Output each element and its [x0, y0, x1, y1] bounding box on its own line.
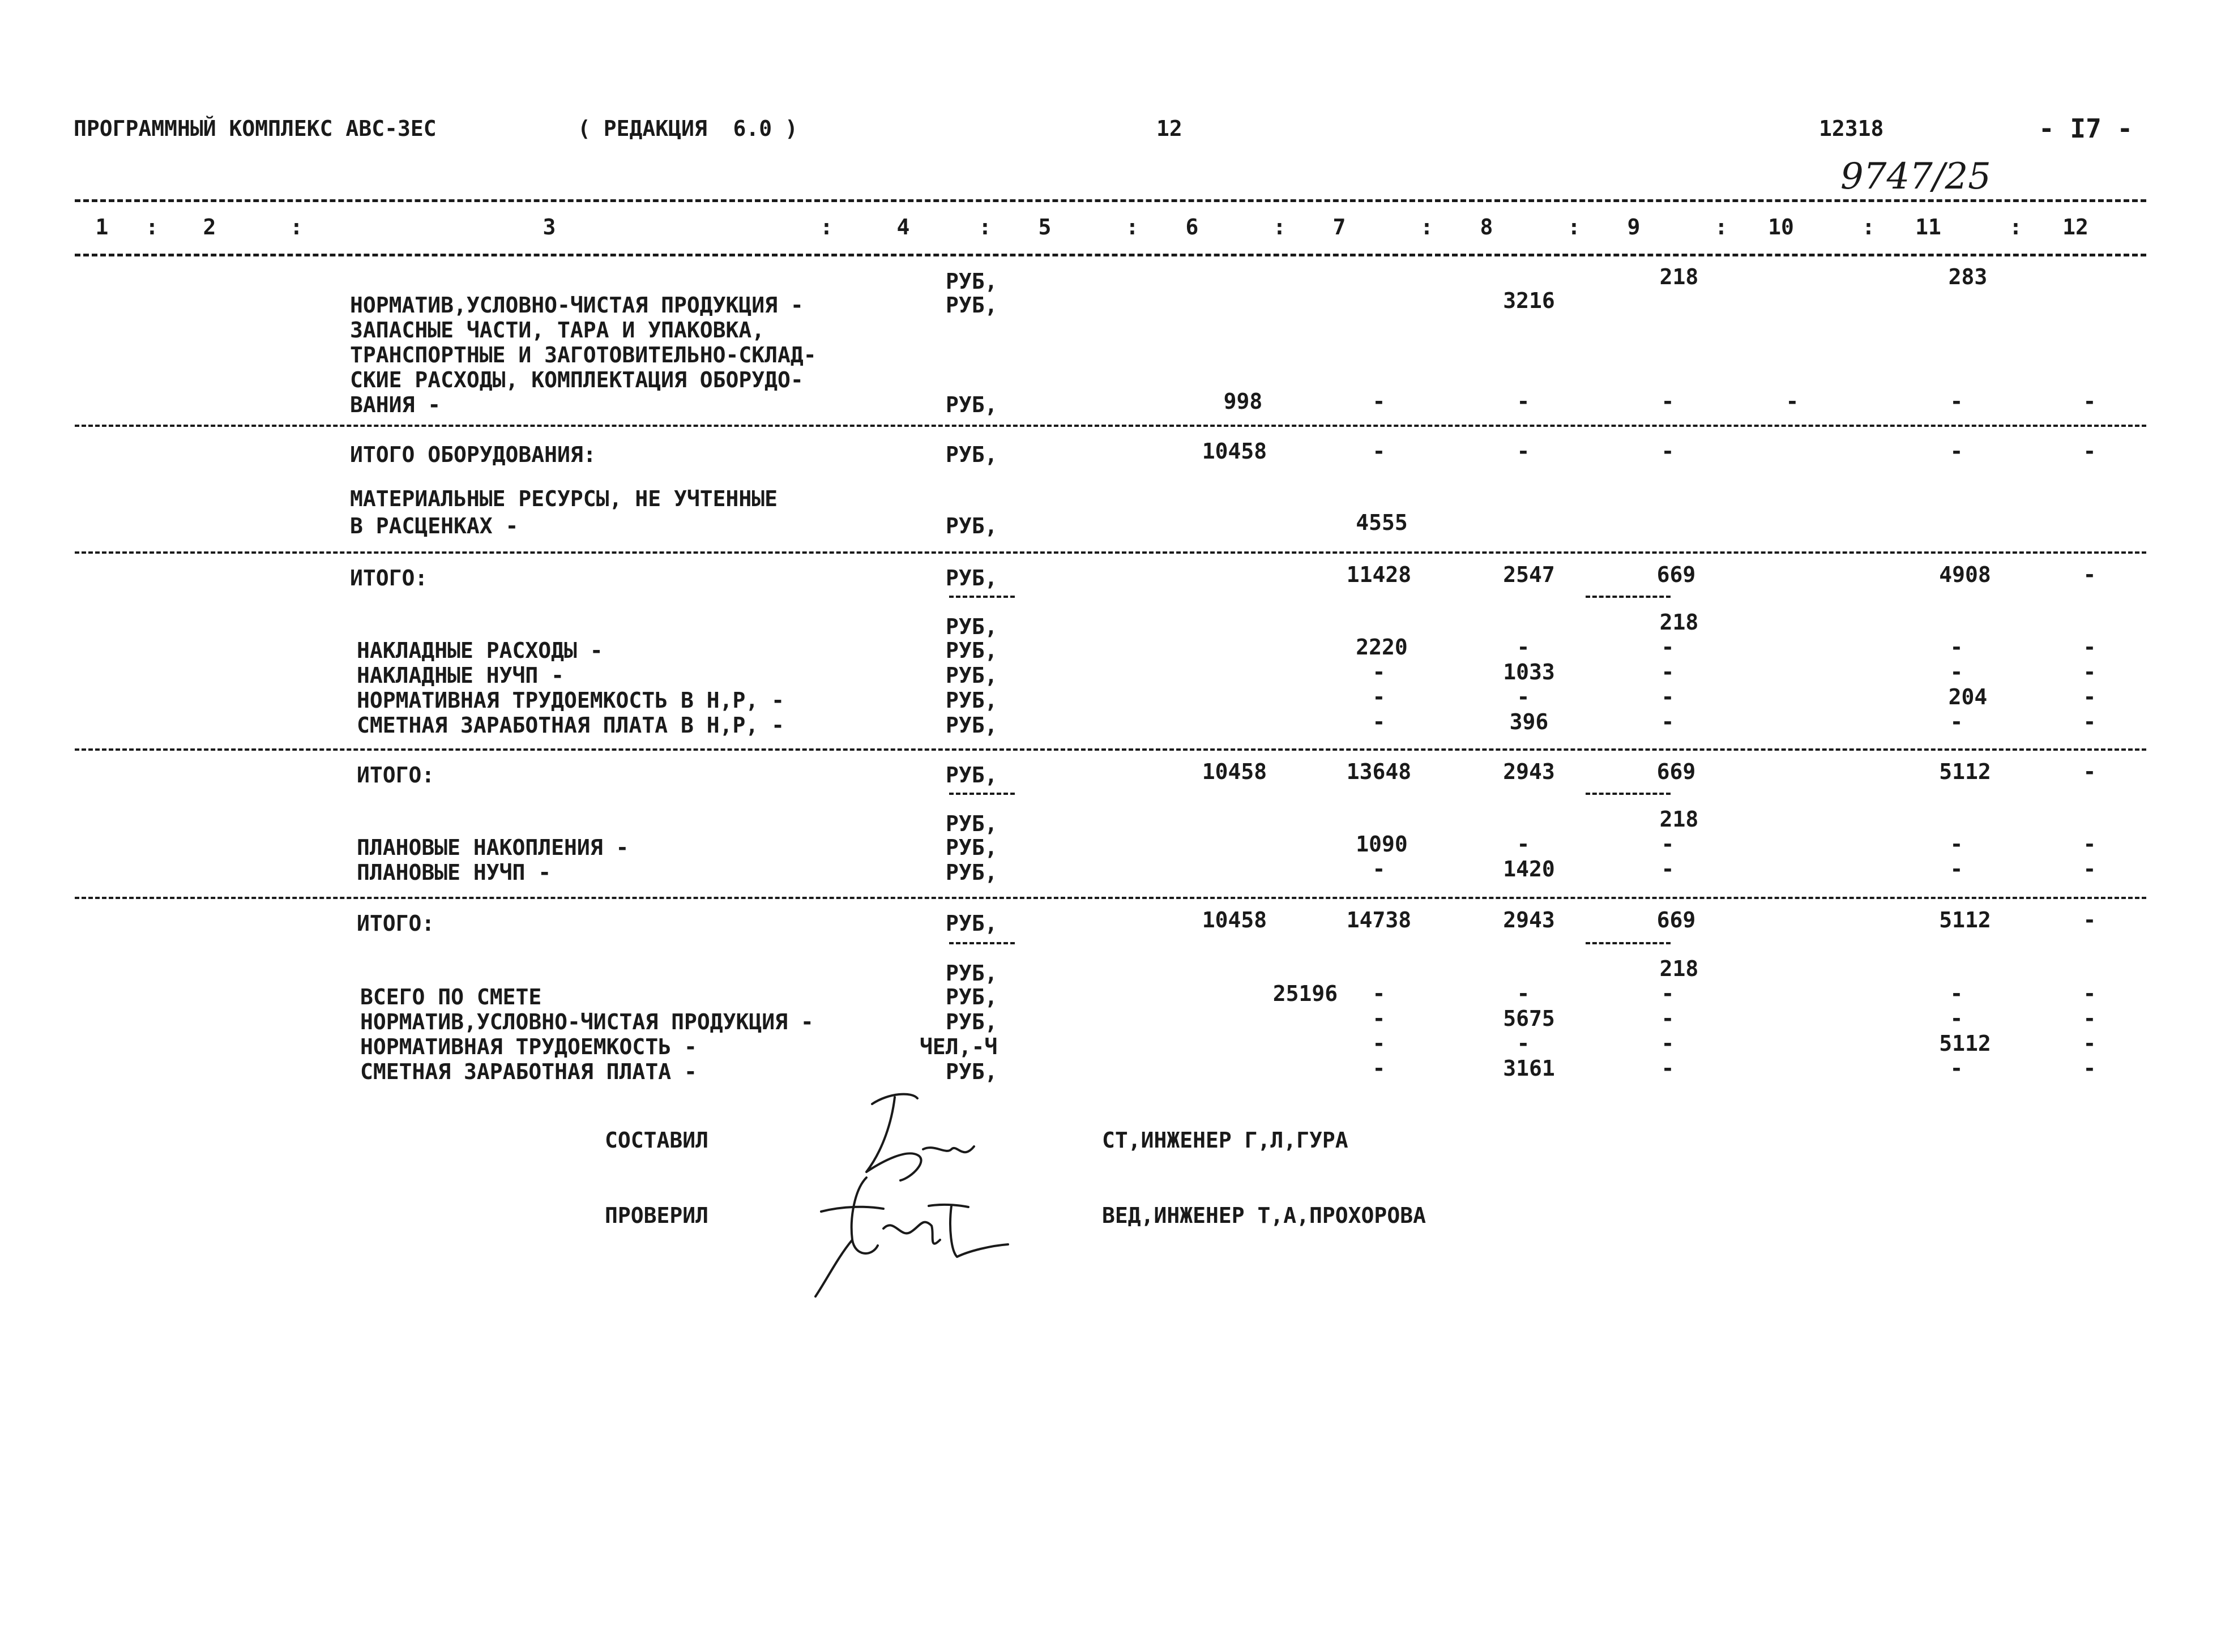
value-cell: -: [2083, 908, 2096, 932]
value-cell: -: [1372, 709, 1386, 734]
unit-cell: РУБ,: [946, 638, 998, 663]
document-code: 12318: [1819, 116, 1884, 141]
unit-cell: РУБ,: [946, 860, 998, 885]
value-cell: -: [1372, 857, 1386, 881]
unit-cell: РУБ,: [946, 293, 998, 318]
column-header-9: 9: [1627, 215, 1641, 239]
row-label: ИТОГО:: [357, 763, 435, 788]
value-cell: -: [1661, 1006, 1675, 1031]
unit-underline: [949, 942, 1015, 944]
value-cell: 10458: [1202, 759, 1267, 784]
value-cell: 218: [1659, 610, 1699, 635]
section-rule: [75, 748, 2146, 751]
value-cell: -: [2083, 1031, 2096, 1056]
value-cell: -: [2083, 562, 2096, 587]
value-cell: -: [2083, 635, 2096, 660]
unit-cell: РУБ,: [946, 961, 998, 986]
value-cell: 2220: [1356, 635, 1408, 660]
value-cell: -: [1517, 832, 1530, 857]
column-header-11: 11: [1915, 215, 1941, 239]
column-separator: :: [146, 215, 159, 239]
column-header-10: 10: [1768, 215, 1794, 239]
value-cell: -: [1372, 389, 1386, 414]
value-cell: -: [1661, 709, 1675, 734]
page-number: 12: [1156, 116, 1182, 141]
value-cell: 2943: [1503, 759, 1555, 784]
value-cell: 10458: [1202, 439, 1267, 464]
column-separator: :: [1715, 215, 1728, 239]
row-label: НАКЛАДНЫЕ РАСХОДЫ -: [357, 638, 603, 663]
unit-cell: РУБ,: [946, 835, 998, 860]
value-cell: -: [1372, 981, 1386, 1006]
unit-cell: РУБ,: [946, 911, 998, 936]
value-cell: -: [1661, 389, 1675, 414]
edition: ( РЕДАКЦИЯ 6.0 ): [578, 116, 798, 141]
value-cell: -: [1372, 439, 1386, 464]
value-cell: -: [1950, 1006, 1963, 1031]
unit-cell: РУБ,: [946, 985, 998, 1009]
value-cell: -: [1950, 857, 1963, 881]
column-separator: :: [820, 215, 833, 239]
value-cell: -: [1372, 1056, 1386, 1081]
value-cell: 283: [1948, 264, 1988, 289]
unit-cell: РУБ,: [946, 763, 998, 788]
column-header-7: 7: [1332, 215, 1346, 239]
checked-label: ПРОВЕРИЛ: [605, 1203, 709, 1228]
value-cell: 11428: [1346, 562, 1412, 587]
unit-cell: РУБ,: [946, 688, 998, 713]
column-separator: :: [290, 215, 303, 239]
row-label: НОРМАТИВНАЯ ТРУДОЕМКОСТЬ В Н,Р, -: [357, 688, 784, 713]
column-separator: :: [1567, 215, 1581, 239]
row-label: ВСЕГО ПО СМЕТЕ: [360, 985, 542, 1009]
value-cell: 218: [1659, 807, 1699, 832]
column-separator: :: [1273, 215, 1286, 239]
row-label: В РАСЦЕНКАХ -: [350, 513, 519, 538]
section-rule: [75, 897, 2146, 899]
value-cell: -: [2083, 684, 2096, 709]
unit-underline: [949, 793, 1015, 795]
value-cell: -: [1661, 1056, 1675, 1081]
value-cell: 10458: [1202, 908, 1267, 932]
value-cell: -: [1372, 660, 1386, 684]
value-cell: -: [1950, 709, 1963, 734]
section-rule: [75, 425, 2146, 427]
value-cell: 5112: [1939, 759, 1991, 784]
value-cell: -: [1661, 832, 1675, 857]
value-cell: -: [2083, 759, 2096, 784]
value-cell: -: [1517, 1031, 1530, 1056]
unit-cell: РУБ,: [946, 392, 998, 417]
unit-cell: РУБ,: [946, 513, 998, 538]
column-header-5: 5: [1038, 215, 1052, 239]
value-cell: -: [2083, 389, 2096, 414]
column-separator: :: [1126, 215, 1139, 239]
value-cell: -: [2083, 709, 2096, 734]
value-cell: 3161: [1503, 1056, 1555, 1081]
value-cell: -: [1950, 635, 1963, 660]
value-cell: -: [1517, 635, 1530, 660]
value-cell: -: [1517, 439, 1530, 464]
program-name: ПРОГРАММНЫЙ КОМПЛЕКС АВС-3ЕС: [74, 116, 437, 141]
checked-by: ВЕД,ИНЖЕНЕР Т,А,ПРОХОРОВА: [1102, 1203, 1426, 1228]
unit-cell: РУБ,: [946, 1009, 998, 1034]
row-label: СМЕТНАЯ ЗАРАБОТНАЯ ПЛАТА -: [360, 1059, 697, 1084]
column-header-12: 12: [2062, 215, 2088, 239]
unit-cell: РУБ,: [946, 442, 998, 467]
value-cell: -: [2083, 1006, 2096, 1031]
row-label: ТРАНСПОРТНЫЕ И ЗАГОТОВИТЕЛЬНО-СКЛАД-: [350, 343, 817, 367]
value-cell: 396: [1509, 709, 1549, 734]
row-label: НОРМАТИВНАЯ ТРУДОЕМКОСТЬ -: [360, 1034, 697, 1059]
value-cell: -: [2083, 857, 2096, 881]
value-cell: 2943: [1503, 908, 1555, 932]
value-cell: -: [2083, 981, 2096, 1006]
value-cell: -: [2083, 832, 2096, 857]
unit-cell: РУБ,: [946, 614, 998, 639]
value-cell: 1090: [1356, 832, 1408, 857]
column-header-8: 8: [1480, 215, 1493, 239]
compiled-by: СТ,ИНЖЕНЕР Г,Л,ГУРА: [1102, 1128, 1348, 1153]
row-label: НАКЛАДНЫЕ НУЧП -: [357, 663, 565, 688]
unit-cell: РУБ,: [946, 566, 998, 590]
column-header-1: 1: [95, 215, 109, 239]
value-cell: 218: [1659, 264, 1699, 289]
header-top-rule: [75, 199, 2146, 202]
value-cell: 2547: [1503, 562, 1555, 587]
value-cell: -: [1950, 1056, 1963, 1081]
value-cell: 4908: [1939, 562, 1991, 587]
row-label: ПЛАНОВЫЕ НАКОПЛЕНИЯ -: [357, 835, 629, 860]
value-cell: -: [1372, 1031, 1386, 1056]
unit-cell: ЧЕЛ,-Ч: [920, 1034, 998, 1059]
unit-cell: РУБ,: [946, 269, 998, 294]
value-cell: 5675: [1503, 1006, 1555, 1031]
unit-cell: РУБ,: [946, 811, 998, 836]
unit-cell: РУБ,: [946, 1059, 998, 1084]
column-header-4: 4: [896, 215, 910, 239]
value-cell: -: [1661, 660, 1675, 684]
unit-underline: [949, 596, 1015, 598]
row-label: ВАНИЯ -: [350, 392, 441, 417]
value-cell: -: [1661, 439, 1675, 464]
handwritten-code: 9747/25: [1840, 156, 1991, 198]
row-label: ПЛАНОВЫЕ НУЧП -: [357, 860, 552, 885]
value-cell: 5112: [1939, 1031, 1991, 1056]
column-header-2: 2: [203, 215, 216, 239]
header-bottom-rule: [75, 254, 2146, 256]
value-cell: 669: [1656, 908, 1696, 932]
value-cell: -: [1950, 439, 1963, 464]
value-cell: -: [1661, 857, 1675, 881]
row-label: СМЕТНАЯ ЗАРАБОТНАЯ ПЛАТА В Н,Р, -: [357, 713, 784, 738]
value-cell: -: [1786, 389, 1799, 414]
value-underline: [1586, 793, 1671, 795]
column-separator: :: [2009, 215, 2022, 239]
compiled-label: СОСТАВИЛ: [605, 1128, 709, 1153]
signature-checked: [798, 1172, 1014, 1302]
value-cell: 669: [1656, 759, 1696, 784]
total-value: 25196: [1272, 981, 1338, 1006]
unit-cell: РУБ,: [946, 713, 998, 738]
row-label: ЗАПАСНЫЕ ЧАСТИ, ТАРА И УПАКОВКА,: [350, 318, 765, 343]
value-cell: -: [1950, 832, 1963, 857]
value-cell: 998: [1223, 389, 1263, 414]
column-separator: :: [1420, 215, 1433, 239]
value-cell: -: [1950, 389, 1963, 414]
value-cell: -: [1372, 1006, 1386, 1031]
column-header-3: 3: [543, 215, 556, 239]
value-cell: -: [1661, 635, 1675, 660]
value-cell: 3216: [1503, 288, 1555, 313]
row-label: ИТОГО:: [357, 911, 435, 936]
value-cell: -: [2083, 439, 2096, 464]
value-cell: -: [1661, 981, 1675, 1006]
row-label: ИТОГО ОБОРУДОВАНИЯ:: [350, 442, 596, 467]
value-cell: 204: [1948, 684, 1988, 709]
value-cell: 1420: [1503, 857, 1555, 881]
value-underline: [1586, 596, 1671, 598]
row-label: НОРМАТИВ,УСЛОВНО-ЧИСТАЯ ПРОДУКЦИЯ -: [360, 1009, 814, 1034]
value-underline: [1586, 942, 1671, 944]
column-separator: :: [979, 215, 992, 239]
value-cell: -: [1517, 981, 1530, 1006]
row-label: МАТЕРИАЛЬНЫЕ РЕСУРСЫ, НЕ УЧТЕННЫЕ: [350, 486, 778, 511]
column-separator: :: [1862, 215, 1875, 239]
value-cell: 5112: [1939, 908, 1991, 932]
value-cell: -: [1950, 660, 1963, 684]
value-cell: 13648: [1346, 759, 1412, 784]
value-cell: -: [1661, 1031, 1675, 1056]
section-rule: [75, 551, 2146, 554]
value-cell: 14738: [1346, 908, 1412, 932]
value-cell: 669: [1656, 562, 1696, 587]
row-label: НОРМАТИВ,УСЛОВНО-ЧИСТАЯ ПРОДУКЦИЯ -: [350, 293, 804, 318]
value-cell: -: [1372, 684, 1386, 709]
value-cell: -: [1517, 389, 1530, 414]
value-cell: -: [1661, 684, 1675, 709]
value-cell: 4555: [1356, 510, 1408, 535]
value-cell: -: [2083, 660, 2096, 684]
row-label: СКИЕ РАСХОДЫ, КОМПЛЕКТАЦИЯ ОБОРУДО-: [350, 367, 804, 392]
value-cell: -: [2083, 1056, 2096, 1081]
column-header-6: 6: [1185, 215, 1199, 239]
value-cell: 1033: [1503, 660, 1555, 684]
value-cell: 218: [1659, 956, 1699, 981]
row-label: ИТОГО:: [350, 566, 428, 590]
value-cell: -: [1950, 981, 1963, 1006]
value-cell: -: [1517, 684, 1530, 709]
unit-cell: РУБ,: [946, 663, 998, 688]
sheet-number: - I7 -: [2039, 113, 2133, 144]
